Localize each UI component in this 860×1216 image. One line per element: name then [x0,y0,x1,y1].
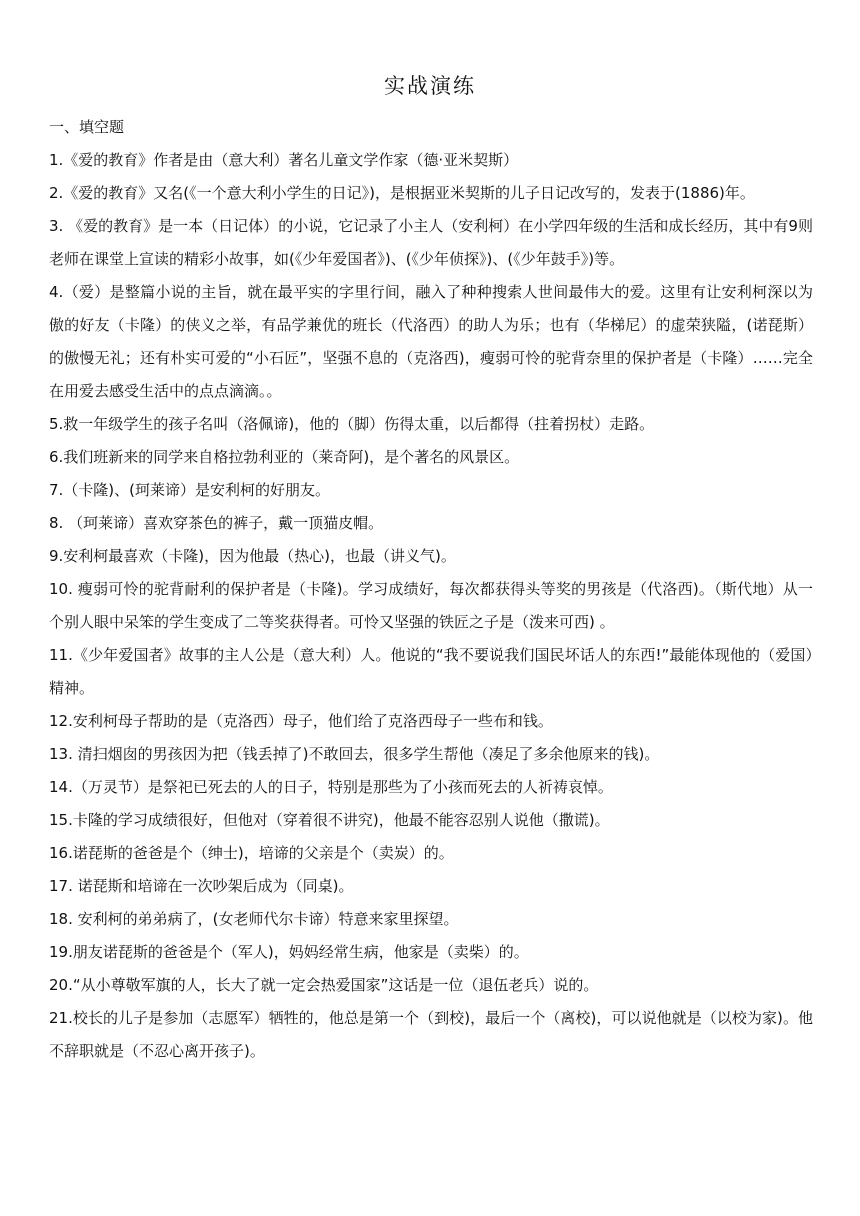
question-item: 2.《爱的教育》又名(《一个意大利小学生的日记》)，是根据亚米契斯的儿子日记改写的，发表于(1886)年。 [49,184,755,202]
question-item: 8. （珂莱谛）喜欢穿茶色的裤子，戴一顶猫皮帽。 [49,514,384,532]
question-item: 3. 《爱的教育》是一本（日记体）的小说，它记录了小主人（安利柯）在小学四年级的生活和成长经历，其中有9则老师在课堂上宣读的精彩小故事，如(《少年爱国者》)、(《少年侦探》)、(《少年鼓手》)等。 [49,217,813,268]
question-item: 9.安利柯最喜欢（卡隆)，因为他最（热心)，也最（讲义气)。 [49,547,456,565]
question-item: 5.救一年级学生的孩子名叫（洛佩谛)，他的（脚）伤得太重，以后都得（拄着拐杖）走路。 [49,415,655,433]
question-item: 17. 诺琵斯和培谛在一次吵架后成为（同桌)。 [49,877,354,895]
question-item: 1.《爱的教育》作者是由（意大利）著名儿童文学作家（德·亚米契斯） [49,151,519,169]
question-item: 6.我们班新来的同学来自格拉勃利亚的（莱奇阿)，是个著名的风景区。 [49,448,520,466]
question-item: 13. 清扫烟囱的男孩因为把（钱丢掉了)不敢回去，很多学生帮他（凑足了多余他原来的钱)。 [49,745,660,763]
question-item: 15.卡隆的学习成绩很好，但他对（穿着很不讲究)，他最不能容忍别人说他（撒谎)。 [49,811,610,829]
question-item: 18. 安利柯的弟弟病了，(女老师代尔卡谛）特意来家里探望。 [49,910,459,928]
question-item: 20.“从小尊敬军旗的人，长大了就一定会热爱国家”这话是一位（退伍老兵）说的。 [49,976,599,994]
question-item: 10. 瘦弱可怜的驼背耐利的保护者是（卡隆)。学习成绩好，每次都获得头等奖的男孩是（代洛西)。（斯代地）从一个别人眼中呆笨的学生变成了二等奖获得者。可怜又坚强的铁匠之子是（泼来可西) 。 [49,580,813,631]
page-title: 实战演练 [384,74,476,98]
question-item: 21.校长的儿子是参加（志愿军）牺牲的，他总是第一个（到校)，最后一个（离校)，可以说他就是（以校为家)。他不辞职就是（不忍心离开孩子)。 [49,1009,813,1060]
section-heading: 一、填空题 [49,118,125,136]
question-item: 11.《少年爱国者》故事的主人公是（意大利）人。他说的“我不要说我们国民坏话人的东西!”最能体现他的（爱国）精神。 [49,646,813,697]
question-item: 12.安利柯母子帮助的是（克洛西）母子，他们给了克洛西母子一些布和钱。 [49,712,553,730]
question-item: 4.（爱）是整篇小说的主旨，就在最平实的字里行间，融入了种种搜索人世间最伟大的爱。这里有让安利柯深以为傲的好友（卡隆）的侠义之举，有品学兼优的班长（代洛西）的助人为乐；也有（华梯尼）的虚荣狭隘，(诺琵斯）的傲慢无礼；还有朴实可爱的“小石匠”，坚强不息的（克洛西)，瘦弱可怜的驼背奈里的保护者是（卡隆）……完全在用爱去感受生活中的点点滴滴。。 [49,283,813,400]
question-item: 7.（卡隆)、(珂莱谛）是安利柯的好朋友。 [49,481,331,499]
question-item: 14.（万灵节）是祭祀已死去的人的日子，特别是那些为了小孩而死去的人祈祷哀悼。 [49,778,613,796]
question-list [49,144,813,1068]
question-item: 16.诺琵斯的爸爸是个（绅士)，培谛的父亲是个（卖炭）的。 [49,844,454,862]
question-item: 19.朋友诺琵斯的爸爸是个（军人)，妈妈经常生病，他家是（卖柴）的。 [49,943,529,961]
